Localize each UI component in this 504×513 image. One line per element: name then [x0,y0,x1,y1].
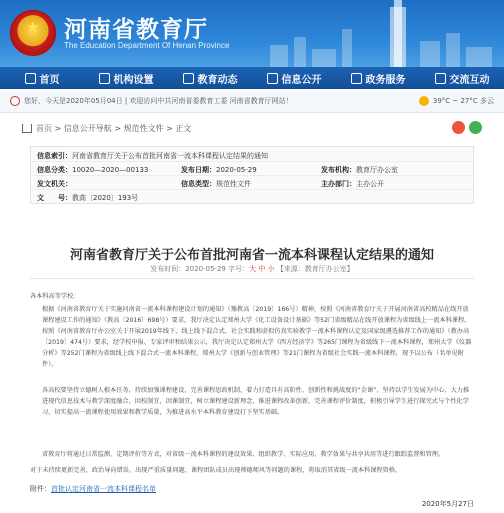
salutation: 各本科高等学校： [30,293,80,300]
weibo-icon[interactable] [452,121,465,134]
paragraph-2: 各高校要坚持立德树人根本任务，持续加强课程建设，完善课程思政机制，着力打造具有高阶性、创新性和挑战度的“金课”。坚持以学生发展为中心，大力推进现代信息技术与教学深度融合，因校制宜，因课制宜，树立课程建设新理念，推进课程改革创新，完善课程评价制度，积极引导学生进行探究式与个性化学习，切实提高一流课程使用效果和教学质量，为推进高水平本科教育建设打下坚实基础。 [42,387,470,416]
home-icon [25,73,36,84]
info-row-code: 信息分类：10020—2020—00133 [37,166,149,174]
main-nav [0,67,504,89]
breadcrumb-text[interactable]: 首页 > 信息公开导航 > 规范性文件 > 正文 [36,123,192,133]
service-icon [351,73,362,84]
nav-item-service[interactable]: 政务服务 [336,67,420,89]
document-info-table [30,146,474,204]
chat-icon [435,73,446,84]
nav-item-info[interactable]: 信息公开 [252,67,336,89]
site-title[interactable]: 河南省教育厅 [64,17,208,43]
share-buttons [452,121,482,134]
info-row-docno: 文 号：教高〔2020〕193号 [37,194,139,202]
info-icon [267,73,278,84]
info-row-org: 发布机构：教育厅办公室 [321,166,398,174]
welcome-text: 您好，今天是2020年05月04日 | 欢迎访问中共河南省委教育工委 河南省教育厅网站！ [24,97,293,105]
info-row-issuer: 发文机关： [37,180,72,188]
weather-text: 39°C ~ 27°C 多云 [432,97,494,105]
article-title: 河南省教育厅关于公布首批河南省一流本科课程认定结果的通知 [69,248,434,263]
info-row-dept: 主办部门：主办公开 [321,180,384,188]
info-row-type: 信息类型：规范性文件 [181,180,251,188]
sun-icon [419,96,429,106]
wechat-icon[interactable] [469,121,482,134]
nav-item-news[interactable]: 教育动态 [168,67,252,89]
home-icon [22,124,32,133]
font-size-switch[interactable]: 大 中 小 [249,265,275,273]
paragraph-4: 对于未持续更新完善、政治导向错误、出现严重质量问题、课程团队成员出现师德师风等问题的课程，将取消其省级一流本科课程资格。 [30,467,402,474]
info-row-date: 发布日期：2020-05-29 [181,166,257,174]
site-subtitle: The Education Department Of Henan Province [64,41,230,50]
info-row-index: 信息索引：河南省教育厅关于公布首批河南省一流本科课程认定结果的通知 [37,152,268,160]
weather-widget [419,96,494,106]
org-icon [99,73,110,84]
attachment-line: 附件：首批认定河南省一流本科课程名单 [30,485,156,493]
national-emblem-icon: ★ [10,10,56,56]
skyline-illustration [250,0,504,67]
breadcrumb [22,118,482,138]
notice-bar [0,91,504,113]
article-meta: 发布时间：2020-05-29 字号：大 中 小 【来源：教育厅办公室】 [150,265,354,273]
title-divider [30,278,474,279]
attachment-link[interactable]: 首批认定河南省一流本科课程名单 [51,485,156,493]
site-header [0,0,504,67]
paragraph-1: 根据《河南省教育厅关于实施河南省一流本科课程建设计划的通知》（豫教高〔2019〕166号）精神，按照《河南省教育厅关于开展河南省高校精品在线开放课程建设工作的通知》（教高〔2016〕698号）要求，我厅决定认定郑州大学《化工设备设计基础》等52门省级精品在线开放课程为省级线上一流本科课程。按照《河南省教育厅办公室关于开展2019年线下、线上线下混合式、社会实践和虚拟仿真实验教学一流本科课程认定及国家级遴选推荐工作的通知》（教办高〔2019〕474号）要求，经学校申报、专家评审和结果公示，我厅决定认定郑州大学《西方经济学》等265门课程为省级线下一流本科课程，郑州大学《仪器分析》等252门课程为省级线上线下混合式一流本科课程，郑州大学《创新与创业管理》等21门课程为省级社会实践一流本科课程，现予以公布（名单见附件）。 [42,306,472,368]
nav-item-org[interactable]: 机构设置 [84,67,168,89]
document-date: 2020年5月27日 [421,500,474,508]
paragraph-3: 省教育厅将通过日常监测、定期评价等方式，对省级一流本科课程的建设效果、组织教学、实际应用、教学效果与共享共用等进行跟踪监督和管理。 [42,451,445,458]
nav-item-chat[interactable]: 交流互动 [420,67,504,89]
clock-icon [10,96,20,106]
news-icon [183,73,194,84]
nav-item-home[interactable]: 首页 [0,67,84,89]
